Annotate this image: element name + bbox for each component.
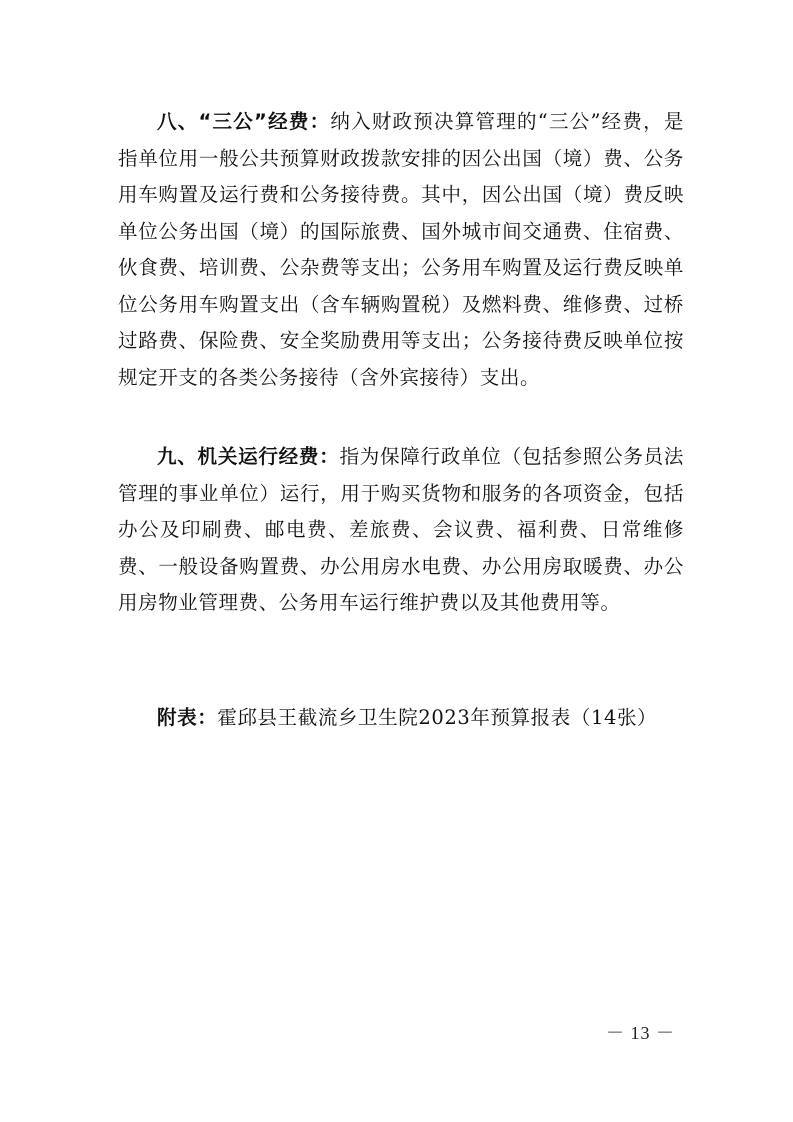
section-eight-body: 纳入财政预决算管理的“三公”经费，是指单位用一般公共预算财政拨款安排的因公出国（境）费、公务用车购置及运行费和公务接待费。其中，因公出国（境）费反映单位公务出国（境）的国际旅费、国外城市间交通费、住宿费、伙食费、培训费、公杂费等支出；公务用车购置及运行费反映单位公务用车购置支出（含车辆购置税）及燃料费、维修费、过桥过路费、保险费、安全奖励费用等支出；公务接待费反映单位按规定开支的各类公务接待（含外宾接待）支出。 (118, 110, 684, 389)
appendix-text: 霍邱县王截流乡卫生院2023年预算报表（14张） (217, 706, 658, 729)
section-nine-heading: 九、机关运行经费： (157, 445, 340, 468)
section-eight-paragraph (118, 104, 684, 396)
section-nine-paragraph (118, 439, 684, 622)
appendix-label: 附表： (157, 706, 218, 729)
section-eight-heading: 八、“三公”经费： (157, 110, 331, 133)
appendix-line (118, 700, 684, 737)
page-number: － 13 － (606, 1023, 675, 1043)
section-nine-body: 指为保障行政单位（包括参照公务员法管理的事业单位）运行，用于购买货物和服务的各项资金，包括办公及印刷费、邮电费、差旅费、会议费、福利费、日常维修费、一般设备购置费、办公用房水电费、办公用房取暖费、办公用房物业管理费、公务用车运行维护费以及其他费用等。 (118, 445, 684, 614)
